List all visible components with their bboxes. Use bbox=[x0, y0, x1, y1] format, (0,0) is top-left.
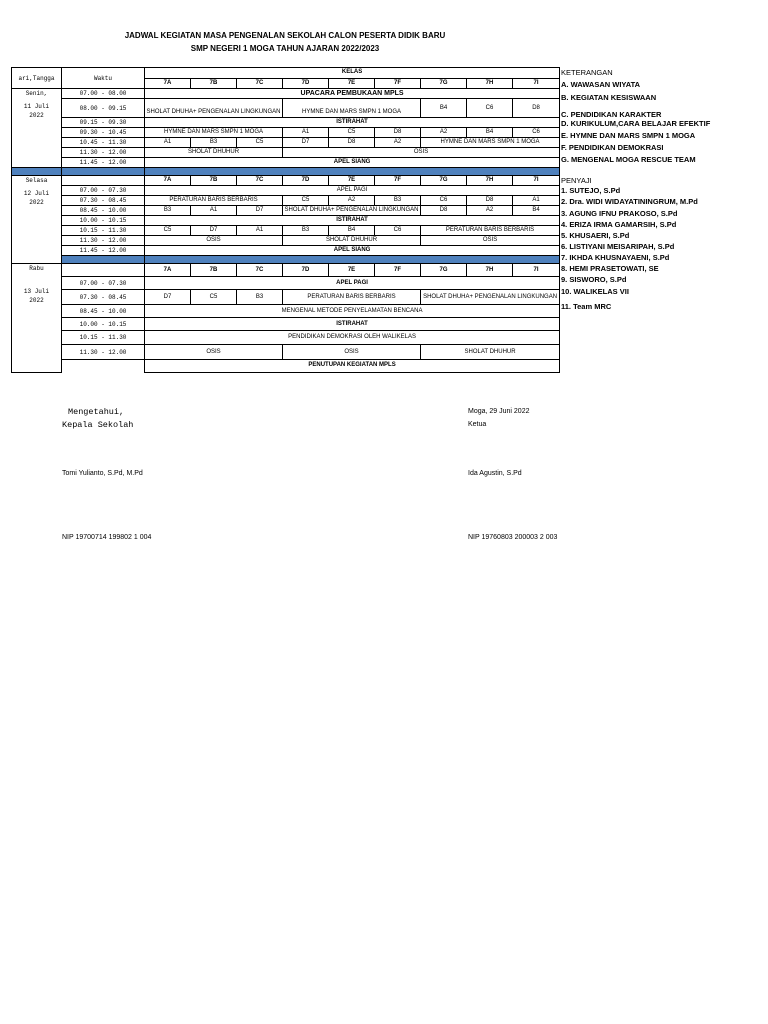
class-header: 7A bbox=[145, 78, 191, 89]
signature-right-name: Ida Agustin, S.Pd bbox=[468, 470, 522, 477]
keterangan-heading: KETERANGAN bbox=[561, 68, 613, 77]
activity-cell: D8 bbox=[375, 128, 421, 138]
class-header: 7H bbox=[467, 264, 513, 277]
activity-cell: C5 bbox=[283, 196, 329, 206]
activity-cell: B3 bbox=[283, 226, 329, 236]
activity-cell: A2 bbox=[375, 138, 421, 148]
class-header: 7F bbox=[375, 176, 421, 186]
activity-cell: A1 bbox=[283, 128, 329, 138]
activity-cell: D8 bbox=[329, 138, 375, 148]
time-slot: 08.00 - 09.15 bbox=[62, 99, 145, 118]
class-header: 7I bbox=[513, 78, 560, 89]
class-header: 7I bbox=[513, 176, 560, 186]
time-slot: 08.45 - 10.00 bbox=[62, 305, 145, 318]
class-header: 7A bbox=[145, 176, 191, 186]
activity-cell: D7 bbox=[145, 290, 191, 305]
activity-cell: B3 bbox=[237, 290, 283, 305]
keterangan-item: B. KEGIATAN KESISWAAN bbox=[561, 93, 657, 102]
keterangan-item: C. PENDIDIKAN KARAKTER bbox=[561, 110, 662, 119]
penyaji-item: 3. AGUNG IFNU PRAKOSO, S.Pd bbox=[561, 209, 678, 218]
activity-cell: ISTIRAHAT bbox=[145, 216, 560, 226]
activity-cell: D8 bbox=[513, 99, 560, 118]
activity-cell: B3 bbox=[375, 196, 421, 206]
time-slot: 10.15 - 11.30 bbox=[62, 226, 145, 236]
time-slot: 07.30 - 08.45 bbox=[62, 290, 145, 305]
penyaji-item: 8. HEMI PRASETOWATI, SE bbox=[561, 264, 659, 273]
class-header: 7H bbox=[467, 176, 513, 186]
activity-cell: C6 bbox=[467, 99, 513, 118]
activity-cell: SHOLAT DHUHUR bbox=[283, 236, 421, 246]
day-date: 13 Juli 2022 bbox=[23, 288, 50, 304]
time-slot: 11.45 - 12.00 bbox=[62, 246, 145, 256]
time-slot: 07.00 - 08.00 bbox=[62, 89, 145, 99]
activity-cell: OSIS bbox=[421, 236, 560, 246]
activity-cell: A2 bbox=[467, 206, 513, 216]
class-header: 7E bbox=[329, 176, 375, 186]
time-slot: 09.30 - 10.45 bbox=[62, 128, 145, 138]
keterangan-item: A. WAWASAN WIYATA bbox=[561, 80, 641, 89]
class-header: 7D bbox=[283, 78, 329, 89]
penyaji-item: 6. LISTIYANI MEISARIPAH, S.Pd bbox=[561, 242, 675, 251]
activity-cell: HYMNE DAN MARS SMPN 1 MOGA bbox=[283, 99, 421, 118]
activity-cell: ISTIRAHAT bbox=[145, 118, 560, 128]
activity-cell: D8 bbox=[467, 196, 513, 206]
activity-cell: B3 bbox=[145, 206, 191, 216]
signature-left-nip: NIP 19700714 199802 1 004 bbox=[62, 534, 152, 541]
schedule-table bbox=[11, 67, 560, 373]
day-name: Senin, bbox=[25, 90, 48, 97]
keterangan-item: F. PENDIDIKAN DEMOKRASI bbox=[561, 143, 664, 152]
activity-cell: D7 bbox=[237, 206, 283, 216]
activity-cell: A2 bbox=[421, 128, 467, 138]
day-separator bbox=[12, 256, 560, 264]
activity-cell: HYMNE DAN MARS SMPN 1 MOGA bbox=[421, 138, 560, 148]
penyaji-item: 2. Dra. WIDI WIDAYATININGRUM, M.Pd bbox=[561, 197, 698, 206]
day-separator bbox=[12, 168, 560, 176]
activity-cell: SHOLAT DHUHA+ PENGENALAN LINGKUNGAN bbox=[421, 290, 560, 305]
class-header: 7A bbox=[145, 264, 191, 277]
signature-left-name: Tomi Yulianto, S.Pd, M.Pd bbox=[62, 470, 143, 477]
day-name: Selasa bbox=[25, 177, 48, 184]
class-header: 7H bbox=[467, 78, 513, 89]
activity-cell: B4 bbox=[467, 128, 513, 138]
class-header: 7B bbox=[191, 78, 237, 89]
activity-cell: PENUTUPAN KEGIATAN MPLS bbox=[145, 360, 560, 373]
activity-cell: APEL PAGI bbox=[145, 186, 560, 196]
activity-cell: SHOLAT DHUHA+ PENGENALAN LINGKUNGAN bbox=[145, 99, 283, 118]
time-slot: 10.00 - 10.15 bbox=[62, 318, 145, 331]
signature-right-role: Ketua bbox=[468, 421, 487, 428]
penyaji-item: 5. KHUSAERI, S.Pd bbox=[561, 231, 630, 240]
activity-cell: APEL SIANG bbox=[145, 158, 560, 168]
activity-cell: B4 bbox=[329, 226, 375, 236]
time-slot: 07.00 - 07.30 bbox=[62, 277, 145, 290]
penyaji-item: 7. IKHDA KHUSNAYAENI, S.Pd bbox=[561, 253, 670, 262]
time-slot: 07.30 - 08.45 bbox=[62, 196, 145, 206]
time-slot bbox=[62, 360, 145, 373]
signature-left-line2: Kepala Sekolah bbox=[62, 420, 134, 430]
class-header: 7F bbox=[375, 264, 421, 277]
activity-cell: B3 bbox=[191, 138, 237, 148]
activity-cell: OSIS bbox=[145, 236, 283, 246]
penyaji-item: 9. SISWORO, S.Pd bbox=[561, 275, 627, 284]
class-header: 7B bbox=[191, 176, 237, 186]
activity-cell: C5 bbox=[145, 226, 191, 236]
class-header: 7D bbox=[283, 264, 329, 277]
activity-cell: C6 bbox=[421, 196, 467, 206]
document-title-line1: JADWAL KEGIATAN MASA PENGENALAN SEKOLAH CALON PESERTA DIDIK BARU bbox=[124, 31, 446, 40]
day-cell-monday bbox=[12, 89, 62, 168]
document-title-line2: SMP NEGERI 1 MOGA TAHUN AJARAN 2022/2023 bbox=[190, 44, 380, 53]
activity-cell: PERATURAN BARIS BERBARIS bbox=[145, 196, 283, 206]
penyaji-item: 10. WALIKELAS VII bbox=[561, 287, 629, 296]
day-cell-wednesday bbox=[12, 264, 62, 373]
class-header: 7G bbox=[421, 264, 467, 277]
activity-cell: SHOLAT DHUHA+ PENGENALAN LINGKUNGAN bbox=[283, 206, 421, 216]
class-header: 7C bbox=[237, 264, 283, 277]
keterangan-item: D. KURIKULUM,CARA BELAJAR EFEKTIF bbox=[561, 119, 711, 128]
activity-cell: C5 bbox=[237, 138, 283, 148]
activity-cell: PERATURAN BARIS BERBARIS bbox=[283, 290, 421, 305]
day-date: 12 Juli 2022 bbox=[23, 190, 50, 206]
activity-cell: C5 bbox=[329, 128, 375, 138]
activity-cell: SHOLAT DHUHUR bbox=[421, 345, 560, 360]
activity-cell: APEL SIANG bbox=[145, 246, 560, 256]
activity-cell: A1 bbox=[191, 206, 237, 216]
signature-right-place-date: Moga, 29 Juni 2022 bbox=[468, 408, 530, 415]
class-header: 7E bbox=[329, 78, 375, 89]
activity-cell: PERATURAN BARIS BERBARIS bbox=[421, 226, 560, 236]
class-header: 7D bbox=[283, 176, 329, 186]
keterangan-item: E. HYMNE DAN MARS SMPN 1 MOGA bbox=[561, 131, 696, 140]
activity-cell: C6 bbox=[375, 226, 421, 236]
day-name: Rabu bbox=[29, 265, 44, 272]
time-slot: 11.30 - 12.00 bbox=[62, 148, 145, 158]
class-header: 7E bbox=[329, 264, 375, 277]
day-cell-tuesday bbox=[12, 176, 62, 264]
class-header: 7G bbox=[421, 78, 467, 89]
time-slot: 08.45 - 10.00 bbox=[62, 206, 145, 216]
activity-cell: B4 bbox=[421, 99, 467, 118]
activity-cell: D7 bbox=[283, 138, 329, 148]
activity-cell: MENGENAL METODE PENYELAMATAN BENCANA bbox=[145, 305, 560, 318]
time-slot bbox=[62, 176, 145, 186]
activity-cell: A2 bbox=[329, 196, 375, 206]
time-slot: 11.30 - 12.00 bbox=[62, 236, 145, 246]
penyaji-item: 11. Team MRC bbox=[561, 302, 612, 311]
class-header: 7B bbox=[191, 264, 237, 277]
class-header: 7F bbox=[375, 78, 421, 89]
time-slot: 07.00 - 07.30 bbox=[62, 186, 145, 196]
time-slot: 10.45 - 11.30 bbox=[62, 138, 145, 148]
activity-cell: OSIS bbox=[145, 345, 283, 360]
activity-cell: UPACARA PEMBUKAAN MPLS bbox=[145, 89, 560, 99]
time-slot: 11.45 - 12.00 bbox=[62, 158, 145, 168]
class-header: 7C bbox=[237, 176, 283, 186]
class-header: 7G bbox=[421, 176, 467, 186]
penyaji-item: 4. ERIZA IRMA GAMARSIH, S.Pd bbox=[561, 220, 677, 229]
header-kelas: KELAS bbox=[145, 68, 560, 79]
activity-cell: PENDIDIKAN DEMOKRASI OLEH WALIKELAS bbox=[145, 331, 560, 345]
time-slot: 10.15 - 11.30 bbox=[62, 331, 145, 345]
time-slot: 10.00 - 10.15 bbox=[62, 216, 145, 226]
signature-left-line1: Mengetahui, bbox=[68, 407, 125, 417]
time-slot: 09.15 - 09.30 bbox=[62, 118, 145, 128]
header-waktu: Waktu bbox=[62, 68, 145, 89]
activity-cell: C5 bbox=[191, 290, 237, 305]
signature-right-nip: NIP 19760803 200003 2 003 bbox=[468, 534, 558, 541]
penyaji-heading: PENYAJI bbox=[561, 176, 592, 185]
class-header: 7I bbox=[513, 264, 560, 277]
activity-cell: HYMNE DAN MARS SMPN 1 MOGA bbox=[145, 128, 283, 138]
time-slot: 11.30 - 12.00 bbox=[62, 345, 145, 360]
activity-cell: B4 bbox=[513, 206, 560, 216]
activity-cell: APEL PAGI bbox=[145, 277, 560, 290]
day-date: 11 Juli 2022 bbox=[23, 103, 50, 119]
activity-cell: OSIS bbox=[283, 345, 421, 360]
time-slot bbox=[62, 264, 145, 277]
class-header: 7C bbox=[237, 78, 283, 89]
header-hari: ari,Tangga bbox=[12, 68, 62, 89]
activity-cell: A1 bbox=[145, 138, 191, 148]
keterangan-item: G. MENGENAL MOGA RESCUE TEAM bbox=[561, 155, 696, 164]
activity-cell: ISTIRAHAT bbox=[145, 318, 560, 331]
activity-cell: D8 bbox=[421, 206, 467, 216]
activity-cell: D7 bbox=[191, 226, 237, 236]
activity-cell: OSIS bbox=[283, 148, 560, 158]
activity-cell: C6 bbox=[513, 128, 560, 138]
activity-cell: SHOLAT DHUHUR bbox=[145, 148, 283, 158]
penyaji-item: 1. SUTEJO, S.Pd bbox=[561, 186, 621, 195]
activity-cell: A1 bbox=[237, 226, 283, 236]
activity-cell: A1 bbox=[513, 196, 560, 206]
